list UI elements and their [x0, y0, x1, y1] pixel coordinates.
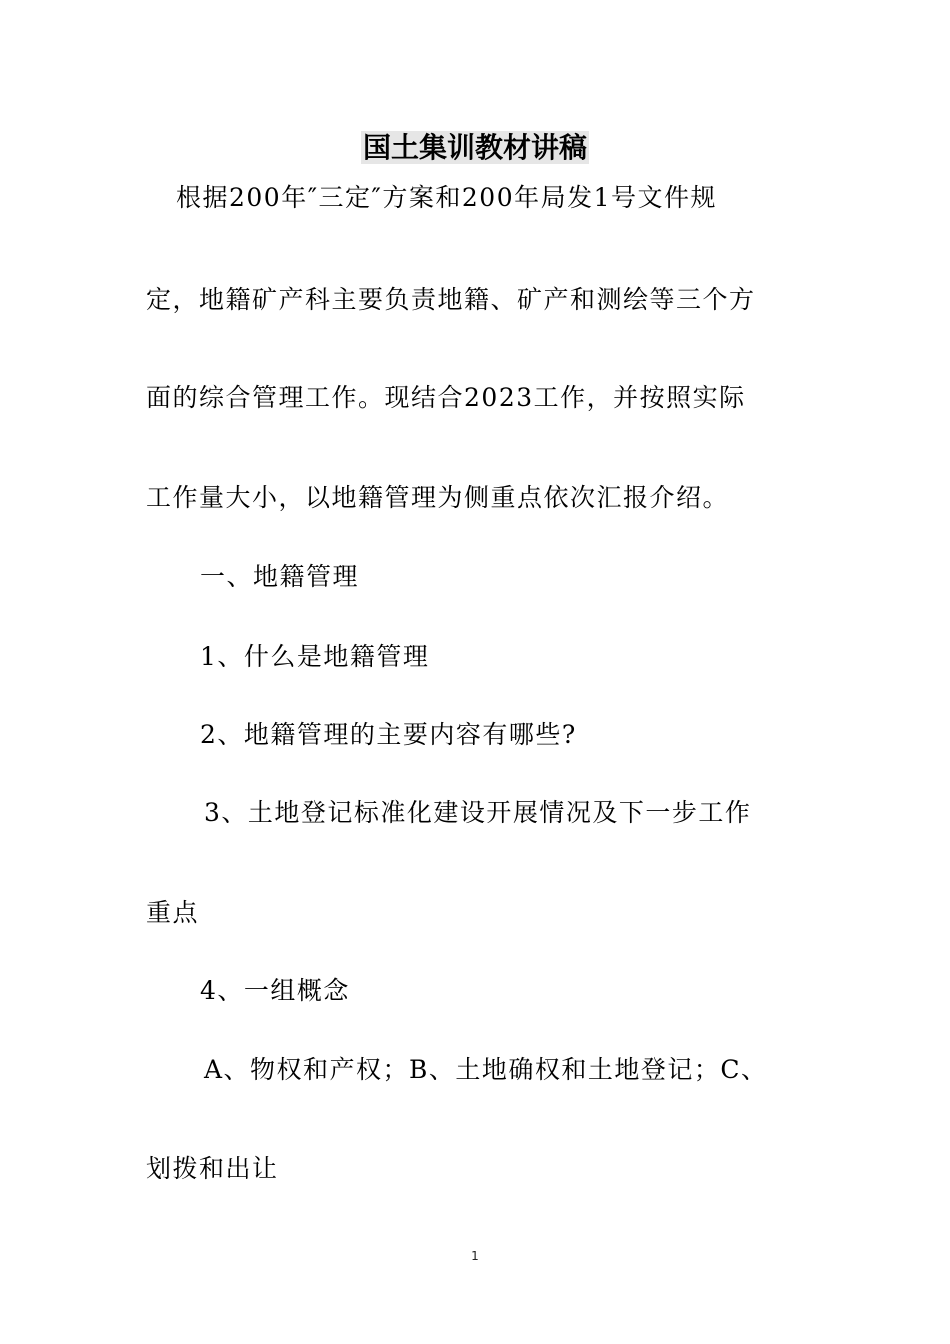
paragraph-line-3: 面的综合管理工作。现结合2023工作，并按照实际 — [146, 383, 746, 412]
concept-line-1: A、物权和产权；B、土地确权和土地登记；C、 — [204, 1055, 768, 1084]
document-title-text: 国土集训教材讲稿 — [362, 131, 587, 164]
list-item-4: 4、一组概念 — [200, 976, 350, 1005]
concept-line-2: 划拨和出让 — [146, 1154, 279, 1183]
document-title — [0, 128, 950, 168]
paragraph-line-1: 根据200年″三定″方案和200年局发1号文件规 — [176, 183, 718, 212]
list-item-3-continued: 重点 — [146, 898, 200, 927]
list-item-1: 1、什么是地籍管理 — [200, 642, 430, 671]
list-item-3: 3、土地登记标准化建设开展情况及下一步工作 — [204, 798, 752, 827]
list-item-2: 2、地籍管理的主要内容有哪些? — [200, 720, 577, 749]
paragraph-line-2: 定，地籍矿产科主要负责地籍、矿产和测绘等三个方 — [146, 285, 756, 314]
section-heading-land-registry: 一、地籍管理 — [200, 562, 360, 591]
page-number: 1 — [471, 1249, 479, 1263]
paragraph-line-4: 工作量大小，以地籍管理为侧重点依次汇报介绍。 — [146, 483, 730, 512]
